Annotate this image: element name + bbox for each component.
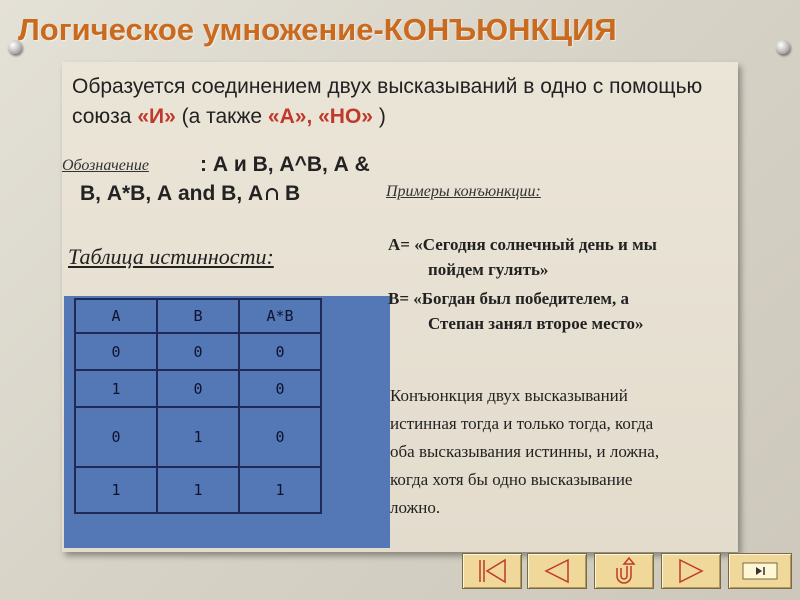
notation-label [62, 157, 149, 175]
pushpin-icon [776, 40, 790, 54]
notation-line-2 [80, 182, 300, 206]
intersection-icon [265, 187, 279, 201]
intro-text [72, 72, 712, 132]
truth-table [74, 298, 322, 514]
table-cell: 0 [75, 407, 157, 467]
table-row [75, 333, 321, 370]
notation-colon: : [200, 153, 207, 176]
union-and: «И» [137, 105, 176, 128]
example-a-line-2: пойдем гулять» [428, 260, 549, 279]
definition-line: истинная тогда и только тогда, когда [390, 414, 654, 433]
truth-table-title: Таблица истинности: [68, 244, 274, 269]
first-slide-button[interactable] [462, 553, 522, 589]
table-cell: 1 [157, 407, 239, 467]
table-cell: 0 [157, 333, 239, 370]
notation-label-text: Обозначение [62, 157, 149, 174]
notation-line-1 [200, 150, 400, 180]
end-show-button[interactable] [728, 553, 792, 589]
prev-slide-icon [528, 554, 586, 588]
end-show-icon [729, 554, 791, 588]
table-cell: 1 [75, 370, 157, 407]
table-cell: 0 [75, 333, 157, 370]
table-cell: 1 [239, 467, 321, 513]
intro-comma: , [306, 105, 319, 128]
intro-text-after: ) [372, 105, 386, 128]
union-a: «А» [267, 105, 307, 128]
definition-line: ложно. [390, 498, 441, 517]
table-cell: 0 [157, 370, 239, 407]
union-no: «НО» [318, 105, 373, 128]
slide-title: Логическое умножение-КОНЪЮНКЦИЯ [18, 12, 617, 47]
table-header-cell: B [157, 299, 239, 333]
example-a-line-1: А= «Сегодня солнечный день и мы [388, 235, 657, 254]
intro-text-before: Образуется соединением двух высказываний в одно с помощью союза [72, 75, 703, 128]
return-icon [595, 554, 653, 588]
table-row [75, 407, 321, 467]
intro-text-middle: (а также [175, 105, 268, 128]
table-cell: 1 [75, 467, 157, 513]
notation-line-2-end: В [279, 182, 301, 205]
first-slide-icon [463, 554, 521, 588]
definition-line: оба высказывания истинны, и ложна, [390, 442, 660, 461]
table-row [75, 467, 321, 513]
table-header-cell: A [75, 299, 157, 333]
example-b-line-2: Степан занял второе место» [428, 314, 644, 333]
table-header-row [75, 299, 321, 333]
table-cell: 0 [239, 407, 321, 467]
notation-line-1-text: А и В, А^В, А & [212, 153, 370, 176]
return-button[interactable] [594, 553, 654, 589]
prev-slide-button[interactable] [527, 553, 587, 589]
table-cell: 0 [239, 333, 321, 370]
example-a [388, 232, 740, 282]
definition-text [390, 382, 742, 522]
table-cell: 0 [239, 370, 321, 407]
table-row [75, 370, 321, 407]
definition-line: Конъюнкция двух высказываний [390, 386, 628, 405]
example-b-line-1: В= «Богдан был победителем, а [388, 289, 629, 308]
notation-line-2-text: В, А*В, А and В, А [80, 182, 264, 205]
table-header-cell: A*B [239, 299, 321, 333]
examples-title: Примеры конъюнкции: [386, 183, 541, 200]
definition-line: когда хотя бы одно высказывание [390, 470, 633, 489]
next-slide-icon [662, 554, 720, 588]
next-slide-button[interactable] [661, 553, 721, 589]
example-b [388, 286, 740, 336]
table-cell: 1 [157, 467, 239, 513]
